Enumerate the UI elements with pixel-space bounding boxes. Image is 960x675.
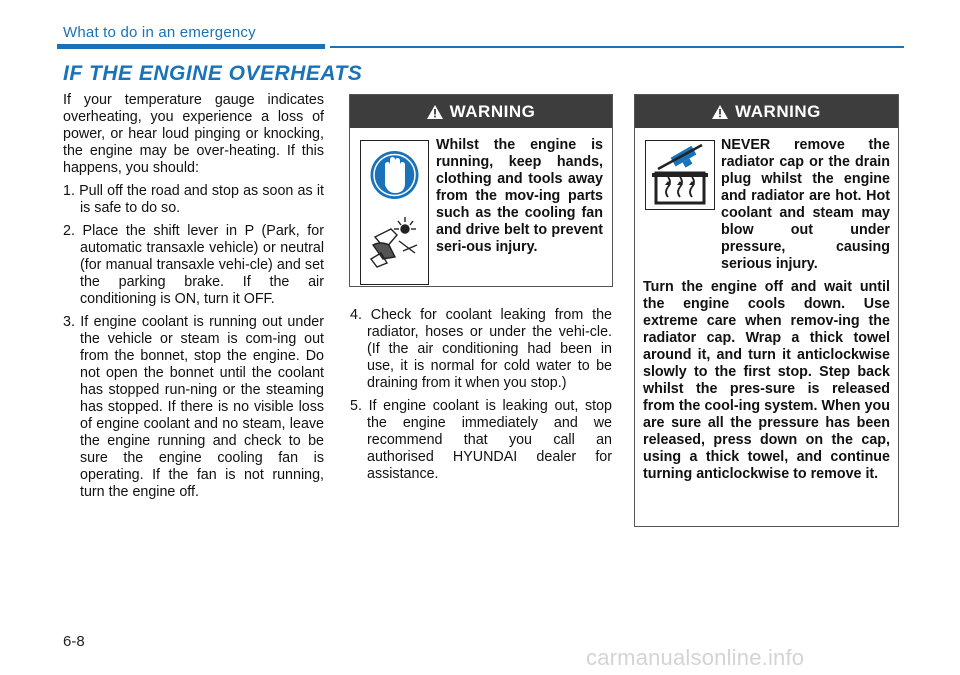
step-item: 1. Pull off the road and stop as soon as it is safe to do so. — [63, 183, 324, 216]
steps-list-a — [63, 183, 324, 501]
watermark: carmanualsonline.info — [586, 645, 805, 670]
step-item: 3. If engine coolant is running out under the vehicle or steam is com-ing out from the bonnet, stop the engine. Do not open the bonnet until the coolant has stopped run-ning or the steaming has stopped. If there is no visible loss of engine coolant and no steam, leave the engine running and check to be sure the engine cooling fan is operating. If the fan is not running, turn the engine off. — [63, 314, 324, 500]
warning-box-radiator — [634, 94, 899, 527]
warning-triangle-icon — [712, 105, 728, 119]
steps-list-b — [350, 307, 612, 483]
warning-heading: WARNING — [449, 101, 536, 121]
step-item: 4. Check for coolant leaking from the radiator, hoses or under the vehi-cle. (If the air conditioning had been in use, it is normal for cold water to be draining from it when you stop.) — [350, 307, 612, 391]
warning-heading: WARNING — [735, 101, 821, 121]
page-number: 6-8 — [63, 633, 85, 650]
page-title: IF THE ENGINE OVERHEATS — [63, 62, 363, 85]
hand-stop-fan-icon — [360, 140, 429, 285]
warning-text: Whilst the engine is running, keep hands, clothing and tools away from the mov-ing parts such as the cooling fan and drive belt to prevent seri-ous injury. — [436, 137, 603, 255]
warning-header — [635, 95, 898, 128]
step-item: 2. Place the shift lever in P (Park, for automatic transaxle vehicle) or neutral (for manual transaxle vehi-cle) and set the parking brake. If the air conditioning is ON, turn it OFF. — [63, 223, 324, 307]
warning-text-part: Turn the engine off and wait until the engine cools down. Use extreme care when remov-ing the radiator cap. Wrap a thick towel around it, and turn it anticlockwise slowly to the first stop. Step back whilst the pres-sure is released from the cool-ing system. When you are sure all the pressure has been released, press down on the cap, using a thick towel, and continue turning anticlockwise to remove it. — [643, 279, 890, 482]
section-label: What to do in an emergency — [63, 24, 256, 41]
warning-header — [350, 95, 612, 128]
middle-column — [350, 307, 612, 489]
radiator-hot-icon — [645, 140, 715, 210]
warning-box-fan — [349, 94, 613, 287]
step-item: 5. If engine coolant is leaking out, stop the engine immediately and we recommend that you call an authorised HYUNDAI dealer for assistance. — [350, 398, 612, 482]
header-rule-thick — [57, 44, 325, 49]
intro-paragraph: If your temperature gauge indicates overheating, you experience a loss of power, or hear loud pinging or knocking, the engine may be over-heating. If this happens, you should: — [63, 92, 324, 176]
left-column — [63, 92, 324, 507]
header-rule-thin — [330, 46, 904, 48]
warning-triangle-icon — [427, 105, 443, 119]
warning-text-part: NEVER remove the radiator cap or the drain plug whilst the engine and radiator are hot. Hot coolant and steam may blow out under pressure, causing serious injury. — [721, 137, 890, 272]
